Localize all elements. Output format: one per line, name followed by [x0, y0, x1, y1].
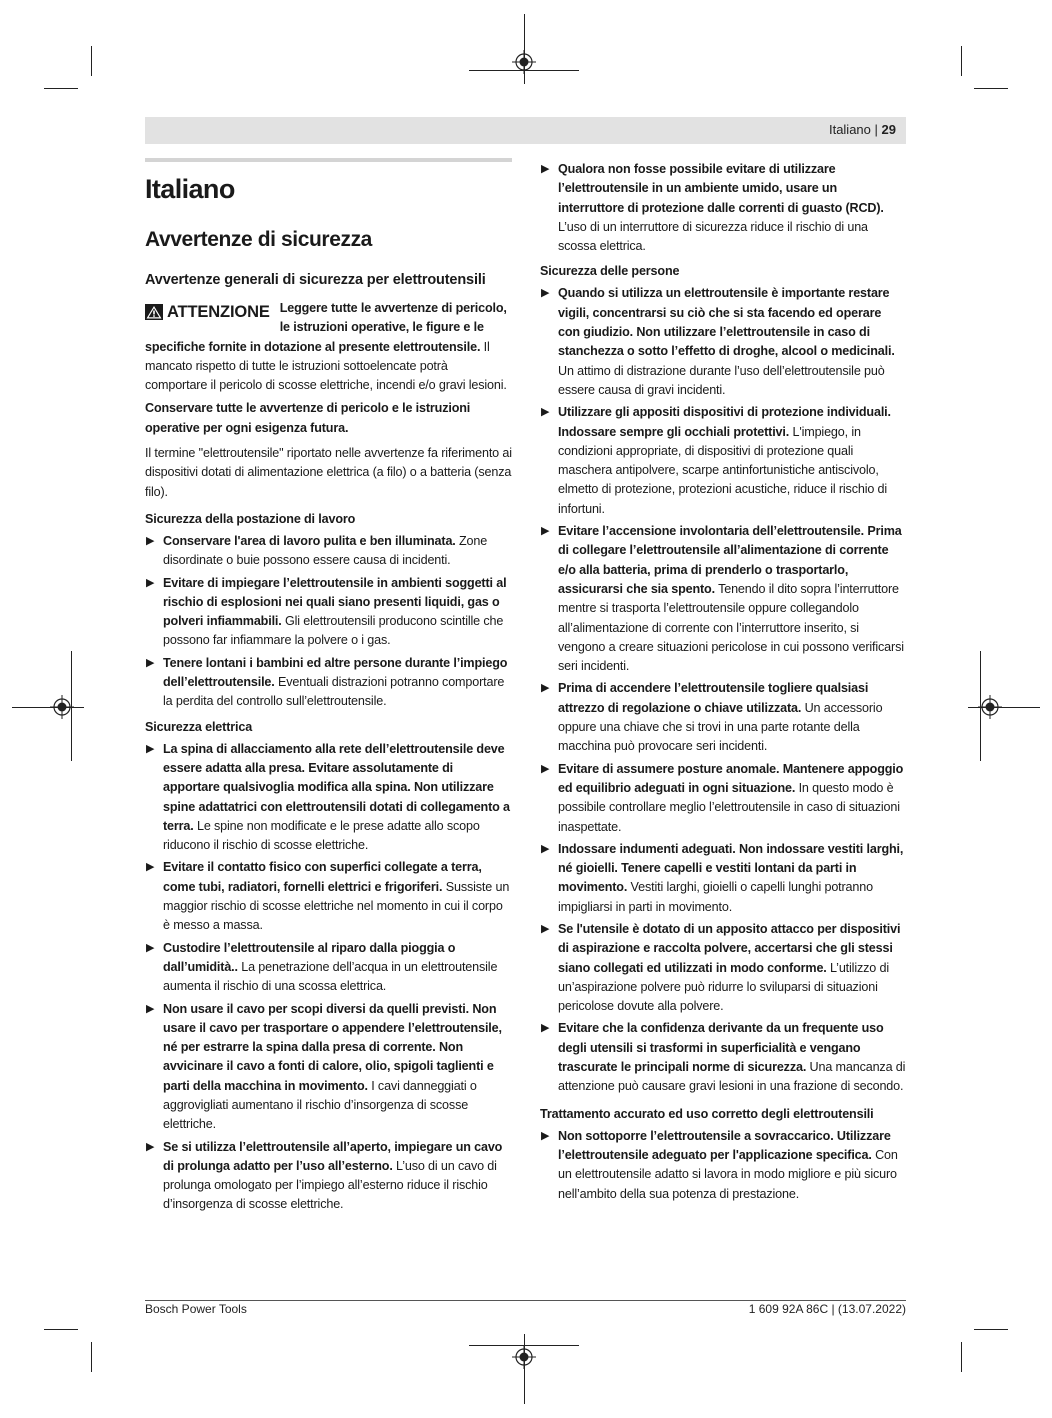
bullet-arrow-icon: ▶ [541, 842, 550, 855]
header-text [829, 122, 896, 137]
list-item [540, 1019, 906, 1096]
page-title: Italiano [145, 174, 235, 204]
list-item [540, 920, 906, 1016]
title-rule [145, 158, 512, 162]
term-note: Il termine "elettroutensile" riportato nelle avvertenze fa riferimento ai dispositivi dotati di alimentazione elettrica (a filo) o a batteria (senza filo). [145, 446, 512, 499]
item-text: Gli elettroutensili producono scintille che possono far infiammare la polvere o i gas. [163, 614, 504, 648]
bullet-arrow-icon: ▶ [146, 941, 155, 954]
item-text: I cavi danneggiati o aggrovigliati aumentano il rischio d’insorgenza di scosse elettriche. [163, 1078, 477, 1132]
electrical-heading: Sicurezza elettrica [145, 719, 253, 734]
item-text: Eventuali distrazioni potranno comportare la perdita del controllo sull’elettroutensile. [163, 675, 505, 709]
item-bold: Quando si utilizza un elettroutensile è importante restare vigili, concentrarsi su ciò che si sta facendo ed operare con giudizio. Non utilizzare l’elettroutensile in caso di stanchezza o sotto l’effetto di droghe, alcool o medicinali. [558, 286, 895, 359]
list-item [540, 403, 906, 519]
list-item [540, 522, 906, 676]
item-bold: Indossare indumenti adeguati. Non indossare vestiti larghi, né gioielli. Tenere capelli e vestiti lontani da parti in movimento. [558, 841, 904, 895]
footer-doc-code: 1 609 92A 86C | (13.07.2022) [748, 1302, 906, 1316]
item-text: Un attimo di distrazione durante l’uso dell’elettroutensile può essere causa di gravi incidenti. [558, 363, 885, 397]
list-item [540, 1127, 906, 1204]
list-item [540, 840, 906, 917]
list-item [145, 574, 512, 651]
item-bold: Evitare di impiegare l’elettroutensile in ambienti soggetti al rischio di esplosioni nei quali siano presenti liquidi, gas o polveri infiammabili. [163, 575, 507, 629]
item-bold: La spina di allacciamento alla rete dell’elettroutensile deve essere adatta alla presa. Evitare assolutamente di apportare qualsivoglia modifica alla spina. Non utilizzare spine adattatrici con elettroutensili dotati di collegamento a terra. [163, 741, 510, 833]
bullet-arrow-icon: ▶ [146, 1140, 155, 1153]
left-column [145, 158, 512, 1219]
electrical-list [145, 740, 512, 1215]
item-bold: Evitare l’accensione involontaria dell’elettroutensile. Prima di collegare l’elettroutensile all’alimentazione di corrente e/o alla batteria, prima di prenderlo o trasportarlo, assicurarsi che sia spento. [558, 524, 902, 596]
footer-rule [145, 1300, 906, 1301]
crop-mark [974, 1329, 1008, 1330]
item-text: Un accessorio oppure una chiave che si trovi in una parte rotante della macchina può provocare seri incidenti. [558, 700, 883, 754]
header-language: Italiano [828, 122, 871, 137]
item-text: Con un elettroutensile adatto si lavora in modo migliore e più sicuro nell’ambito della sua potenza di prestazione. [558, 1147, 898, 1201]
list-item [540, 679, 906, 756]
crop-mark [44, 88, 78, 89]
rcd-list [540, 160, 906, 256]
item-bold: Non usare il cavo per scopi diversi da quelli previsti. Non usare il cavo per trasportare o appendere l’elettroutensile, né per estrarre la spina dalla presa di corrente. Non avvicinare il cavo a fonti di calore, olio, spigoli taglienti e parti della macchina in movimento. [163, 1001, 502, 1093]
list-item [145, 939, 512, 997]
item-text: Tenendo il dito sopra l’interruttore mentre si trasporta l’elettroutensile oppure collegandolo all’alimentazione di corrente con l’interruttore inserito, si vengono a creare situazioni pericolose in cui possono verificarsi seri incidenti. [558, 581, 904, 674]
item-bold: Evitare che la confidenza derivante da un frequente uso degli utensili si trasformi in superficialità e vengano trascurate le principali norme di sicurezza. [558, 1021, 884, 1075]
item-bold: Evitare il contatto fisico con superfici collegate a terra, come tubi, radiatori, fornelli elettrici e frigoriferi. [163, 860, 482, 894]
bullet-arrow-icon: ▶ [146, 576, 155, 589]
personal-list [540, 284, 906, 1096]
crop-mark [974, 88, 1008, 89]
item-bold: Qualora non fosse possibile evitare di utilizzare l’elettroutensile in un ambiente umido, usare un interruttore di protezione dalle correnti di guasto (RCD). [558, 162, 884, 215]
crop-mark [961, 1342, 962, 1372]
section-title: Avvertenze di sicurezza [145, 228, 372, 251]
list-item [145, 532, 512, 571]
item-text: Le spine non modificate e le prese adatte allo scopo riducono il rischio di scosse elettriche. [163, 818, 480, 853]
footer-brand: Bosch Power Tools [145, 1302, 247, 1316]
warning-block [145, 299, 512, 395]
right-column [540, 160, 906, 1208]
bullet-arrow-icon: ▶ [146, 742, 155, 755]
crop-mark [44, 1329, 78, 1330]
crop-mark [91, 46, 92, 76]
item-text: In questo modo è possibile controllare meglio l’elettroutensile in caso di situazioni inaspettate. [558, 780, 900, 834]
bullet-arrow-icon: ▶ [146, 861, 155, 874]
keep-instructions [145, 399, 512, 438]
item-text: L’uso di un cavo di prolunga omologato per l’impiego all’esterno riduce il rischio d’insorgenza di scosse elettriche. [163, 1158, 497, 1212]
warning-triangle-icon [145, 304, 163, 320]
crop-mark [91, 1342, 92, 1372]
list-item [540, 284, 906, 400]
registration-target-icon [50, 695, 74, 719]
item-bold: Custodire l’elettroutensile al riparo dalla pioggia o dall’umidità.. [163, 940, 456, 974]
bullet-arrow-icon: ▶ [146, 534, 155, 547]
personal-heading: Sicurezza delle persone [540, 264, 680, 279]
registration-target-icon [512, 1345, 536, 1369]
item-text: L’uso di un interruttore di sicurezza riduce il rischio di una scossa elettrica. [558, 219, 868, 254]
registration-target-icon [978, 695, 1002, 719]
bullet-arrow-icon: ▶ [541, 682, 550, 695]
bullet-arrow-icon: ▶ [541, 406, 550, 419]
item-text: Zone disordinate o buie possono essere causa di incidenti. [163, 533, 488, 568]
item-bold: Conservare l'area di lavoro pulita e ben illuminata. [163, 533, 456, 548]
registration-target-icon [512, 50, 536, 74]
bullet-arrow-icon: ▶ [541, 1022, 550, 1035]
warning-body: Il mancato rispetto di tutte le istruzioni sottoelencate potrà comportare il pericolo di scosse elettriche, incendi e/o gravi lesioni. [145, 339, 507, 393]
warning-label: ATTENZIONE [167, 303, 270, 321]
item-bold: Se l'utensile è dotato di un apposito attacco per dispositivi di aspirazione e raccolta polvere, accertarsi che gli stessi siano collegati ed utilizzati in modo conforme. [558, 921, 901, 975]
list-item [145, 654, 512, 712]
list-item [540, 760, 906, 837]
bullet-arrow-icon: ▶ [541, 1129, 550, 1142]
bullet-arrow-icon: ▶ [541, 922, 550, 935]
bullet-arrow-icon: ▶ [541, 525, 550, 538]
work-area-heading: Sicurezza della postazione di lavoro [145, 511, 356, 526]
item-text: La penetrazione dell’acqua in un elettroutensile aumenta il rischio di una scossa elettrica. [163, 959, 498, 994]
item-bold: Evitare di assumere posture anomale. Mantenere appoggio ed equilibrio adeguati in ogni situazione. [558, 761, 904, 795]
subsection-title: Avvertenze generali di sicurezza per elettroutensili [145, 272, 486, 288]
item-bold: Utilizzare gli appositi dispositivi di protezione individuali. Indossare sempre gli occhiali protettivi. [558, 405, 891, 439]
item-bold: Se si utilizza l’elettroutensile all’aperto, impiegare un cavo di prolunga adatto per l’uso all’esterno. [163, 1139, 503, 1173]
bullet-arrow-icon: ▶ [541, 287, 550, 300]
bullet-arrow-icon: ▶ [541, 762, 550, 775]
bullet-arrow-icon: ▶ [146, 1002, 155, 1015]
handling-list [540, 1127, 906, 1204]
list-item [540, 160, 906, 256]
list-item [145, 858, 512, 935]
list-item [145, 1000, 512, 1135]
bullet-arrow-icon: ▶ [541, 163, 550, 175]
warning-bold: Leggere tutte le avvertenze di pericolo, le istruzioni operative, le figure e le specifiche fornite in dotazione al presente elettroutensile. [145, 301, 507, 354]
crop-mark [961, 46, 962, 76]
item-bold: Non sottoporre l’elettroutensile a sovraccarico. Utilizzare l’elettroutensile adeguato per l'applicazione specifica. [558, 1128, 891, 1162]
warning-badge [145, 301, 270, 323]
item-text: Una mancanza di attenzione può causare gravi lesioni in una frazione di secondo. [558, 1060, 906, 1094]
list-item [145, 740, 512, 856]
bullet-arrow-icon: ▶ [146, 656, 155, 669]
work-area-list [145, 532, 512, 712]
keep-instructions-text: Conservare tutte le avvertenze di pericolo e le istruzioni operative per ogni esigenza futura. [145, 401, 471, 435]
page-header [145, 117, 906, 144]
item-bold: Prima di accendere l’elettroutensile togliere qualsiasi attrezzo di regolazione o chiave utilizzata. [558, 681, 869, 715]
item-text: L'impiego, in condizioni appropriate, di dispositivi di protezione quali maschera antipolvere, scarpe antinfortunistiche antiscivolo, elmetto di protezione, protezioni acustiche, riduce il rischio di infortuni. [558, 424, 888, 516]
item-text: Sussiste un maggior rischio di scosse elettriche nel momento in cui il corpo è messo a massa. [163, 879, 510, 933]
list-item [145, 1138, 512, 1215]
item-text: L’utilizzo di un’aspirazione polvere può ridurre lo sviluparsi di situazioni pericolose dovute alla polvere. [558, 960, 889, 1014]
item-text: Vestiti larghi, gioielli o capelli lunghi potranno impigliarsi in parti in movimento. [558, 880, 873, 914]
item-bold: Tenere lontani i bambini ed altre persone durante l’impiego dell’elettroutensile. [163, 655, 508, 690]
handling-heading: Trattamento accurato ed uso corretto degli elettroutensili [540, 1106, 874, 1121]
header-separator: | [874, 122, 878, 137]
page-number: 29 [881, 122, 896, 137]
